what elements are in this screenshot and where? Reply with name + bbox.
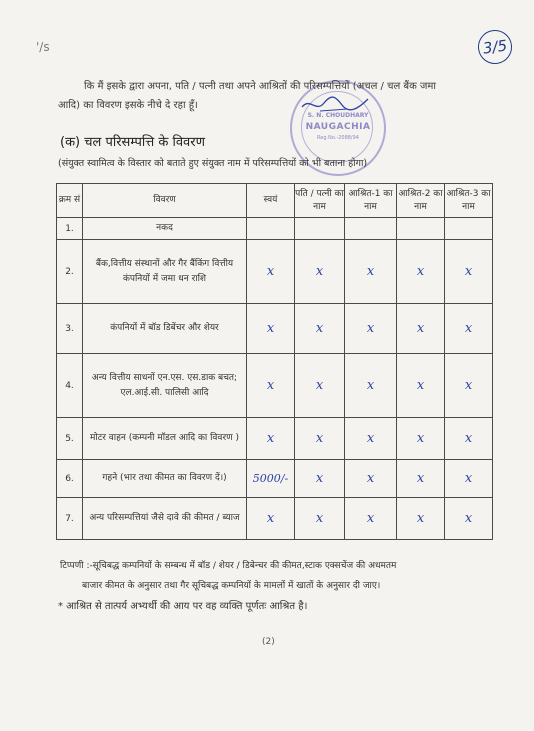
handwritten-mark: x xyxy=(416,431,425,446)
handwritten-mark: x xyxy=(315,264,324,279)
table-row xyxy=(57,240,493,304)
header-dependent-1: आश्रित-1 का नाम xyxy=(345,184,397,218)
cell-dependent-3 xyxy=(445,354,493,418)
handwritten-mark: x xyxy=(464,471,473,486)
cell-dependent-2 xyxy=(397,498,445,540)
row-description: बैंक,वित्तीय संस्थानों और गैर बैंकिंग वित्तीय कंपनियों में जमा धन राशि xyxy=(83,240,247,304)
note-line-2: बाजार कीमत के अनुसार तथा गैर सूचिबद्ध कम्पनियों के मामलों में खातों के अनुसार दी जाए। xyxy=(82,581,381,591)
table-row xyxy=(57,218,493,240)
handwritten-mark: x xyxy=(266,321,275,336)
intro-line-2: आदि) का विवरण इसके नीचे दे रहा हूँ। xyxy=(58,100,198,111)
row-serial: 1. xyxy=(57,218,83,240)
cell-spouse xyxy=(295,498,345,540)
handwritten-mark: x xyxy=(366,471,375,486)
cell-dependent-2 xyxy=(397,218,445,240)
cell-dependent-1 xyxy=(345,240,397,304)
section-subheading: (संयुक्त स्वामित्व के विस्तार को बताते हुए संयुक्त नाम में परिसम्पत्तियों को भी बताना होगा) xyxy=(58,158,368,169)
cell-dependent-1 xyxy=(345,418,397,460)
row-serial: 4. xyxy=(57,354,83,418)
cell-dependent-1 xyxy=(345,498,397,540)
cell-dependent-2 xyxy=(397,354,445,418)
handwritten-mark: x xyxy=(366,264,375,279)
handwritten-mark: x xyxy=(464,264,473,279)
handwritten-mark: x xyxy=(315,471,324,486)
cell-dependent-3 xyxy=(445,498,493,540)
page-number-circle: 3/5 xyxy=(476,28,514,66)
section-heading: (क) चल परिसम्पत्ति के विवरण xyxy=(60,135,205,150)
cell-dependent-2 xyxy=(397,418,445,460)
cell-spouse xyxy=(295,218,345,240)
handwritten-mark: x xyxy=(416,378,425,393)
note-line-3: * आश्रित से तात्पर्य अभ्यर्थी की आय पर वह व्यक्ति पूर्णतः आश्रित है। xyxy=(58,601,308,612)
table-row xyxy=(57,354,493,418)
assets-table xyxy=(56,183,493,540)
row-serial: 3. xyxy=(57,304,83,354)
header-dependent-3: आश्रित-3 का नाम xyxy=(445,184,493,218)
cell-spouse xyxy=(295,240,345,304)
cell-self xyxy=(247,240,295,304)
cell-dependent-3 xyxy=(445,240,493,304)
handwritten-mark: x xyxy=(366,378,375,393)
header-self: स्वयं xyxy=(247,184,295,218)
note-line-1: टिप्पणी :-सूचिबद्ध कम्पनियों के सम्बन्ध में बॉड / शेयर / डिबेन्चर की कीमत,स्टाक एक्सचेंज की अधमतम xyxy=(60,561,397,571)
row-description: अन्य वित्तीय साधनों एन.एस. एस.डाक बचत; एल.आई.सी. पालिसी आदि xyxy=(83,354,247,418)
signature-scribble xyxy=(300,93,370,115)
cell-self xyxy=(247,498,295,540)
table-row xyxy=(57,460,493,498)
intro-line-1: कि मैं इसके द्वारा अपना, पति / पत्नी तथा अपने आश्रितों की परिसम्पत्तियों (अचल / चल बैंक जमा xyxy=(84,81,436,92)
handwritten-mark: x xyxy=(416,264,425,279)
handwritten-mark: x xyxy=(464,431,473,446)
cell-dependent-3 xyxy=(445,418,493,460)
cell-self xyxy=(247,418,295,460)
row-serial: 7. xyxy=(57,498,83,540)
header-dependent-2: आश्रित-2 का नाम xyxy=(397,184,445,218)
header-spouse: पति / पत्नी का नाम xyxy=(295,184,345,218)
header-serial: क्रम सं xyxy=(57,184,83,218)
row-description: कंपनियों में बॉड डिबेंचर और शेयर xyxy=(83,304,247,354)
cell-dependent-1 xyxy=(345,218,397,240)
handwritten-mark: x xyxy=(266,378,275,393)
stamp-name: S. N. CHOUDHARY xyxy=(307,112,369,119)
cell-spouse xyxy=(295,304,345,354)
stamp-reg: Reg.No.-2088/94 xyxy=(317,135,359,141)
header-description: विवरण xyxy=(83,184,247,218)
row-serial: 6. xyxy=(57,460,83,498)
handwritten-mark: x xyxy=(464,378,473,393)
row-description: गहने (भार तथा कीमत का विवरण दें।) xyxy=(83,460,247,498)
handwritten-mark: x xyxy=(315,431,324,446)
row-serial: 5. xyxy=(57,418,83,460)
cell-self xyxy=(247,304,295,354)
handwritten-mark: x xyxy=(366,321,375,336)
table-row xyxy=(57,418,493,460)
cell-spouse xyxy=(295,354,345,418)
handwritten-mark: x xyxy=(315,321,324,336)
cell-dependent-3 xyxy=(445,304,493,354)
handwritten-mark: x xyxy=(366,431,375,446)
handwritten-mark: x xyxy=(315,511,324,526)
cell-dependent-2 xyxy=(397,460,445,498)
handwritten-mark: x xyxy=(266,511,275,526)
handwritten-mark: x xyxy=(266,264,275,279)
cell-dependent-3 xyxy=(445,218,493,240)
table-row xyxy=(57,304,493,354)
cell-dependent-1 xyxy=(345,460,397,498)
handwritten-mark: x xyxy=(416,471,425,486)
cell-spouse xyxy=(295,460,345,498)
cell-self xyxy=(247,218,295,240)
row-description: मोटर वाहन (कम्पनी मॉडल आदि का विवरण ) xyxy=(83,418,247,460)
cell-dependent-1 xyxy=(345,354,397,418)
bottom-page-number: (2) xyxy=(262,637,275,647)
row-description: अन्य परिसम्पत्तियां जैसे दावे की कीमत / ब्याज xyxy=(83,498,247,540)
handwritten-mark: x xyxy=(366,511,375,526)
cell-spouse xyxy=(295,418,345,460)
cell-self xyxy=(247,460,295,498)
handwritten-mark: x xyxy=(315,378,324,393)
table-row xyxy=(57,498,493,540)
handwritten-mark: x xyxy=(464,511,473,526)
handwritten-mark: x xyxy=(464,321,473,336)
table-header-row xyxy=(57,184,493,218)
stamp-place: NAUGACHIA xyxy=(305,122,371,132)
margin-mark: '/s xyxy=(36,40,50,54)
handwritten-mark: x xyxy=(266,431,275,446)
handwritten-mark: x xyxy=(416,511,425,526)
row-description: नकद xyxy=(83,218,247,240)
cell-self xyxy=(247,354,295,418)
cell-dependent-3 xyxy=(445,460,493,498)
handwritten-mark: x xyxy=(416,321,425,336)
row-serial: 2. xyxy=(57,240,83,304)
handwritten-amount: 5000/- xyxy=(252,472,289,485)
cell-dependent-2 xyxy=(397,304,445,354)
cell-dependent-2 xyxy=(397,240,445,304)
cell-dependent-1 xyxy=(345,304,397,354)
